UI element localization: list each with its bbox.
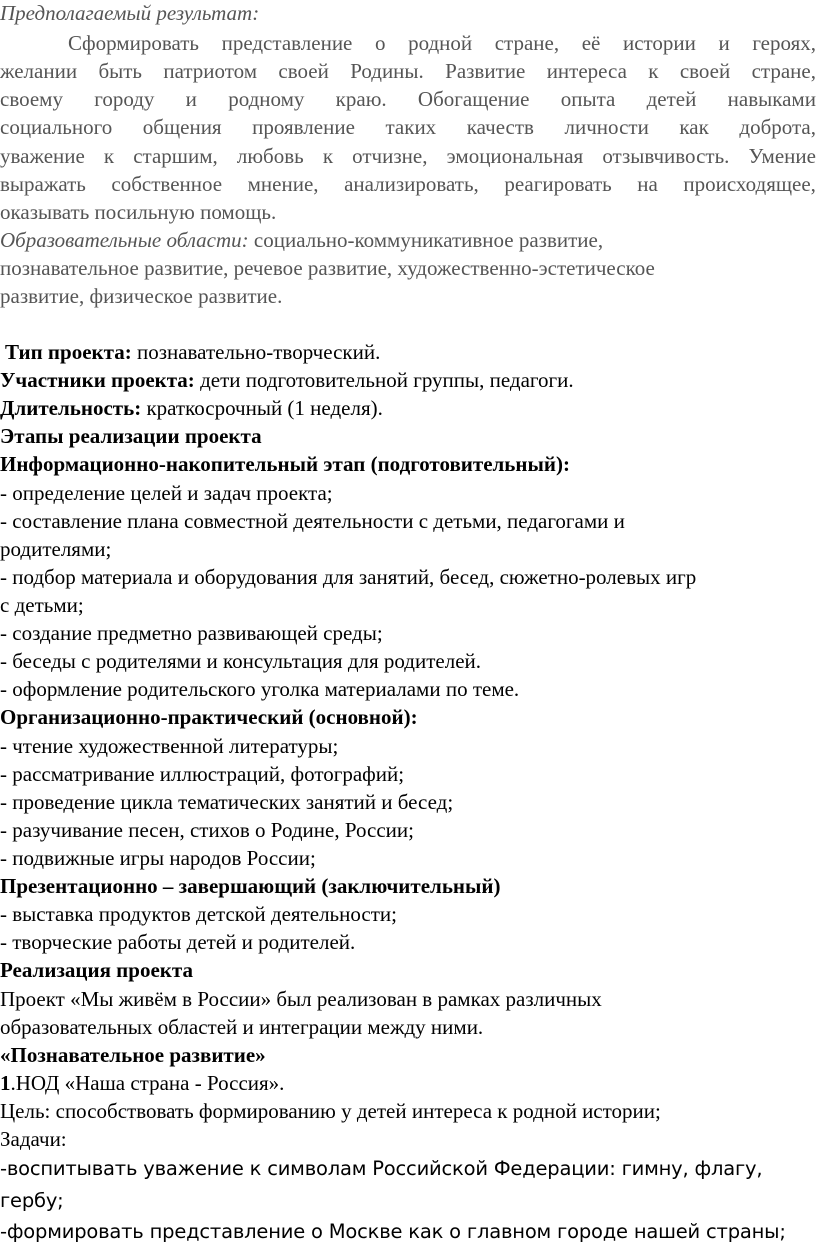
word: желании bbox=[0, 59, 78, 83]
project-participants bbox=[0, 370, 574, 391]
stage1-item: - составление плана совместной деятельности с детьми, педагогами и bbox=[0, 509, 625, 533]
word: и bbox=[185, 87, 197, 111]
word: быть bbox=[98, 59, 142, 83]
word: таких bbox=[385, 115, 437, 139]
participants-label: Участники проекта: bbox=[0, 368, 195, 392]
implementation-heading: Реализация проекта bbox=[0, 958, 193, 982]
areas-label: Образовательные области: bbox=[0, 228, 249, 252]
word: любовь bbox=[236, 144, 304, 168]
areas-text-1: социально-коммуникативное развитие, bbox=[248, 228, 604, 252]
word: городу bbox=[94, 87, 155, 111]
stage1-item: - оформление родительского уголка материалами по теме. bbox=[0, 677, 520, 701]
word: детей bbox=[646, 87, 697, 111]
word: и bbox=[718, 31, 730, 55]
nod-title bbox=[0, 1073, 284, 1094]
result-line-2 bbox=[0, 61, 816, 82]
word: проявление bbox=[252, 115, 355, 139]
word: своей bbox=[278, 59, 329, 83]
word: отчизне, bbox=[352, 144, 428, 168]
stage1-heading: Информационно-накопительный этап (подготовительный): bbox=[0, 452, 570, 476]
word: патриотом bbox=[163, 59, 258, 83]
word: к bbox=[322, 144, 334, 168]
stage1-item: - подбор материала и оборудования для занятий, бесед, сюжетно-ролевых игр bbox=[0, 565, 697, 589]
stage3-heading: Презентационно – завершающий (заключительный) bbox=[0, 874, 501, 898]
result-line-7: оказывать посильную помощь. bbox=[0, 200, 277, 224]
word: её bbox=[581, 31, 601, 55]
word: на bbox=[637, 172, 658, 196]
stage2-item: - чтение художественной литературы; bbox=[0, 734, 339, 758]
duration-label: Длительность: bbox=[0, 396, 142, 420]
word: стране, bbox=[494, 31, 560, 55]
result-heading: Предполагаемый результат: bbox=[0, 1, 260, 25]
duration-value: краткосрочный (1 неделя). bbox=[141, 396, 383, 420]
word: героях, bbox=[752, 31, 816, 55]
result-line-1 bbox=[68, 33, 816, 54]
stage1-item: - создание предметно развивающей среды; bbox=[0, 621, 383, 645]
word: представление bbox=[221, 31, 353, 55]
word: как bbox=[679, 115, 709, 139]
participants-value: дети подготовительной группы, педагоги. bbox=[194, 368, 574, 392]
word: краю. bbox=[335, 87, 387, 111]
project-duration bbox=[0, 398, 383, 419]
word: уважение bbox=[0, 144, 85, 168]
word: эмоциональная bbox=[446, 144, 584, 168]
task-item: -воспитывать уважение к символам Российской Федерации: гимну, флагу, bbox=[0, 1157, 763, 1180]
word: Сформировать bbox=[68, 31, 199, 55]
word: родной bbox=[408, 31, 473, 55]
stage1-item: - беседы с родителями и консультация для родителей. bbox=[0, 649, 482, 673]
word: старшим, bbox=[133, 144, 218, 168]
word: отзывчивость. bbox=[602, 144, 730, 168]
result-line-4 bbox=[0, 117, 816, 138]
project-type bbox=[5, 342, 380, 363]
stage1-item: родителями; bbox=[0, 537, 112, 561]
project-type-value: познавательно-творческий. bbox=[131, 340, 381, 364]
result-line-6 bbox=[0, 174, 816, 195]
word: происходящее, bbox=[683, 172, 816, 196]
stage2-heading: Организационно-практический (основной): bbox=[0, 705, 418, 729]
areas-line-2: познавательное развитие, речевое развитие, художественно-эстетическое bbox=[0, 256, 655, 280]
nod-number: 1 bbox=[0, 1071, 11, 1095]
stage1-item: с детьми; bbox=[0, 593, 84, 617]
word: анализировать, bbox=[344, 172, 479, 196]
word: к bbox=[103, 144, 115, 168]
word: своей bbox=[679, 59, 731, 83]
stage3-item: - творческие работы детей и родителей. bbox=[0, 930, 356, 954]
word: родному bbox=[228, 87, 305, 111]
stage2-item: - разучивание песен, стихов о Родине, России; bbox=[0, 818, 414, 842]
stage2-item: - подвижные игры народов России; bbox=[0, 846, 316, 870]
stage2-item: - проведение цикла тематических занятий и бесед; bbox=[0, 790, 454, 814]
word: опыта bbox=[560, 87, 616, 111]
result-line-5 bbox=[0, 146, 816, 167]
word: реагировать bbox=[504, 172, 612, 196]
word: навыками bbox=[727, 87, 816, 111]
word: доброта, bbox=[739, 115, 816, 139]
areas-line-1 bbox=[0, 230, 603, 251]
implementation-line-2: образовательных областей и интеграции между ними. bbox=[0, 1015, 484, 1039]
word: Умение bbox=[748, 144, 816, 168]
word: социального bbox=[0, 115, 113, 139]
word: общения bbox=[142, 115, 222, 139]
word: личности bbox=[564, 115, 649, 139]
word: собственное bbox=[111, 172, 223, 196]
word: мнение, bbox=[247, 172, 319, 196]
word: Обогащение bbox=[417, 87, 530, 111]
word: Родины. bbox=[350, 59, 424, 83]
word: качеств bbox=[466, 115, 534, 139]
cognitive-section-heading: «Познавательное развитие» bbox=[0, 1043, 266, 1067]
task-item: -формировать представление о Москве как о главном городе нашей страны; bbox=[0, 1220, 786, 1243]
goal-line: Цель: способствовать формированию у детей интереса к родной истории; bbox=[0, 1099, 661, 1123]
word: стране, bbox=[751, 59, 816, 83]
implementation-line-1: Проект «Мы живём в России» был реализован в рамках различных bbox=[0, 987, 602, 1011]
word: своему bbox=[0, 87, 63, 111]
result-line-3 bbox=[0, 89, 816, 110]
word: к bbox=[648, 59, 659, 83]
word: интереса bbox=[546, 59, 627, 83]
word: Развитие bbox=[445, 59, 526, 83]
nod-text: .НОД «Наша страна - Россия». bbox=[10, 1071, 285, 1095]
stage3-item: - выставка продуктов детской деятельности; bbox=[0, 902, 397, 926]
word: истории bbox=[622, 31, 696, 55]
word: о bbox=[374, 31, 386, 55]
word: выражать bbox=[0, 172, 86, 196]
stage2-item: - рассматривание иллюстраций, фотографий; bbox=[0, 762, 405, 786]
stage1-item: - определение целей и задач проекта; bbox=[0, 481, 333, 505]
project-type-label: Тип проекта: bbox=[5, 340, 132, 364]
stages-heading: Этапы реализации проекта bbox=[0, 424, 262, 448]
tasks-label: Задачи: bbox=[0, 1127, 67, 1151]
areas-line-3: развитие, физическое развитие. bbox=[0, 284, 283, 308]
task-item-continued: гербу; bbox=[0, 1189, 64, 1212]
